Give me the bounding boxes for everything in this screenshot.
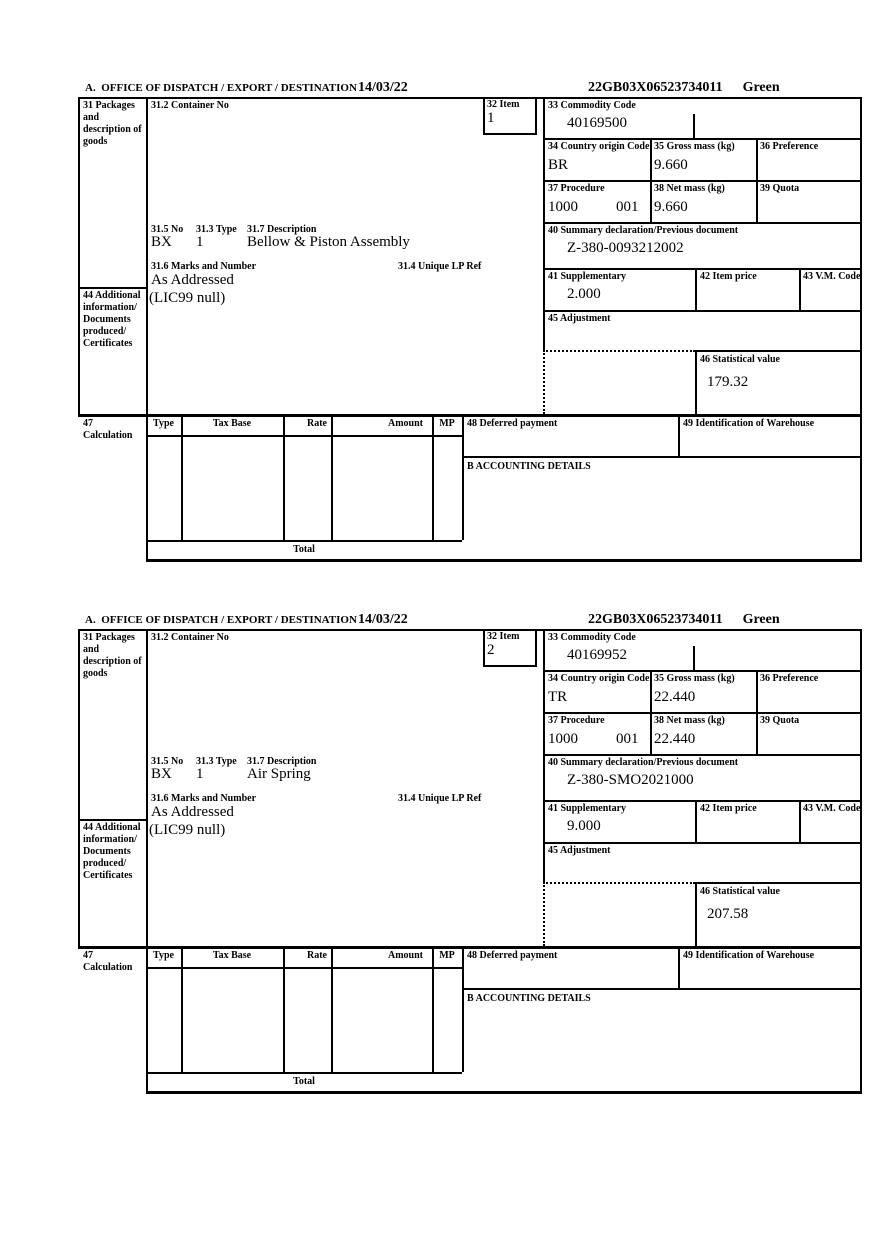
grid-line [650,670,652,754]
dotted-grid-line [543,882,545,946]
grid-line [756,138,758,222]
dotted-grid-line [543,350,545,414]
box43-vm-code-label: 43 V.M. Code [803,271,861,282]
box31-packages-label: 31 Packages and description of goods [83,100,142,147]
grid-line [146,967,462,969]
grid-line [146,540,462,542]
statistical-value: 207.58 [707,906,749,922]
procedure-qualifier: 001 [616,199,639,215]
package-type-value: 1 [196,234,204,250]
box37-procedure-label: 37 Procedure [548,715,605,726]
box31-6-marks-label: 31.6 Marks and Number [151,261,257,272]
box31-2-container-label: 31.2 Container No [151,100,229,111]
additional-info-value: (LIC99 null) [149,290,226,306]
grid-line [535,97,537,133]
box31-5-no-label: 31.5 No [151,756,184,767]
tax-amount-header: Amount [387,950,423,961]
summary-declaration-value: Z-380-SMO2021000 [567,772,694,788]
box31-packages-label: 31 Packages and description of goods [83,632,142,679]
tax-rate-header: Rate [307,950,327,961]
grid-line [78,97,80,414]
box31-4-unique-lp-ref-label: 31.4 Unique LP Ref [398,793,482,804]
grid-line [78,287,146,289]
grid-line [695,350,862,352]
box39-quota-label: 39 Quota [760,715,800,726]
box48-deferred-payment-label: 48 Deferred payment [467,418,558,429]
box31-7-description-label: 31.7 Description [247,224,317,235]
grid-line [462,456,862,458]
grid-line [650,138,652,222]
grid-line [146,559,862,562]
box31-7-description-label: 31.7 Description [247,756,317,767]
procedure-value [548,731,639,748]
box31-5-no-label: 31.5 No [151,224,184,235]
procedure-value [548,199,639,216]
grid-line [543,712,862,714]
box40-summary-declaration-label: 40 Summary declaration/Previous document [548,225,739,236]
grid-line [695,800,697,842]
summary-declaration-value: Z-380-0093212002 [567,240,684,256]
box38-net-mass-label: 38 Net mass (kg) [654,715,725,726]
box41-supplementary-label: 41 Supplementary [548,271,627,282]
grid-line [146,1091,862,1094]
gross-mass-value: 9.660 [654,157,688,173]
box33-commodity-label: 33 Commodity Code [548,100,636,111]
grid-line [78,414,862,417]
grid-line [799,268,801,310]
supplementary-value: 9.000 [567,818,601,834]
box36-preference-label: 36 Preference [760,673,819,684]
grid-line [181,946,183,1072]
grid-line [543,754,862,756]
office-of-dispatch-label: A. OFFICE OF DISPATCH / EXPORT / DESTINATION [85,82,357,94]
box35-gross-mass-label: 35 Gross mass (kg) [654,141,735,152]
item-number-value: 2 [487,642,495,658]
grid-line [78,946,862,949]
tax-type-header: Type [153,418,174,429]
net-mass-value: 9.660 [654,199,688,215]
box45-adjustment-label: 45 Adjustment [548,845,611,856]
box32-item-label: 32 Item [487,631,520,642]
box40-summary-declaration-label: 40 Summary declaration/Previous document [548,757,739,768]
tax-mp-header: MP [439,418,455,429]
box42-item-price-label: 42 Item price [700,803,757,814]
box45-adjustment-label: 45 Adjustment [548,313,611,324]
grid-line [462,414,464,540]
grid-line [543,670,862,672]
accounting-details-label: B ACCOUNTING DETAILS [467,461,591,472]
box31-6-marks-label: 31.6 Marks and Number [151,793,257,804]
tax-rate-header: Rate [307,418,327,429]
grid-line [146,1072,462,1074]
tax-amount-header: Amount [387,418,423,429]
tax-base-header: Tax Base [212,418,252,429]
entry-reference [588,612,780,628]
entry-reference [588,80,780,96]
box34-origin-label: 34 Country origin Code [548,673,650,684]
marks-value: As Addressed [151,272,234,288]
box33-commodity-label: 33 Commodity Code [548,632,636,643]
box41-supplementary-label: 41 Supplementary [548,803,627,814]
grid-line [860,629,862,1093]
grid-line [678,414,680,456]
box36-preference-label: 36 Preference [760,141,819,152]
grid-line [181,414,183,540]
grid-line [543,222,862,224]
grid-line [432,946,434,1072]
grid-line [756,670,758,754]
grid-line [483,97,485,133]
tax-base-header: Tax Base [212,950,252,961]
country-origin-value: TR [548,689,568,705]
grid-line [693,114,695,138]
box46-statistical-value-label: 46 Statistical value [700,886,780,897]
net-mass-value: 22.440 [654,731,696,747]
declaration-date: 14/03/22 [358,612,408,627]
box31-2-container-label: 31.2 Container No [151,632,229,643]
grid-line [543,138,862,140]
box31-4-unique-lp-ref-label: 31.4 Unique LP Ref [398,261,482,272]
grid-line [78,629,862,631]
procedure-code: 1000 [548,199,578,215]
entry-number: 22GB03X06523734011 [588,80,723,95]
box49-warehouse-label: 49 Identification of Warehouse [683,950,815,961]
package-no-value: BX [151,766,172,782]
tax-mp-header: MP [439,950,455,961]
grid-line [462,946,464,1072]
box44-additional-info-label: 44 Additional information/ Documents produced/ Certificates [83,822,141,881]
grid-line [283,946,285,1072]
grid-line [693,646,695,670]
item-number-value: 1 [487,110,495,126]
grid-line [78,819,146,821]
package-type-value: 1 [196,766,204,782]
box48-deferred-payment-label: 48 Deferred payment [467,950,558,961]
box32-item-label: 32 Item [487,99,520,110]
box44-additional-info-label: 44 Additional information/ Documents produced/ Certificates [83,290,141,349]
box47-calculation-label: 47 Calculation [83,418,133,441]
marks-value: As Addressed [151,804,234,820]
declaration-date: 14/03/22 [358,80,408,95]
grid-line [78,629,80,946]
procedure-qualifier: 001 [616,731,639,747]
accounting-details-label: B ACCOUNTING DETAILS [467,993,591,1004]
grid-line [799,800,801,842]
grid-line [78,97,862,99]
package-no-value: BX [151,234,172,250]
gross-mass-value: 22.440 [654,689,696,705]
box43-vm-code-label: 43 V.M. Code [803,803,861,814]
grid-line [535,629,537,665]
grid-line [695,882,697,946]
tax-type-header: Type [153,950,174,961]
grid-line [695,350,697,414]
total-label: Total [293,1076,315,1087]
dotted-grid-line [543,882,695,884]
grid-line [283,414,285,540]
grid-line [678,946,680,988]
goods-description-value: Air Spring [247,766,311,782]
box31-3-type-label: 31.3 Type [196,756,237,767]
grid-line [543,842,862,844]
grid-line [860,97,862,561]
grid-line [543,268,862,270]
total-label: Total [293,544,315,555]
grid-line [695,882,862,884]
routing-indicator: Green [742,612,780,627]
commodity-code-value: 40169500 [567,115,627,131]
grid-line [462,988,862,990]
box42-item-price-label: 42 Item price [700,271,757,282]
statistical-value: 179.32 [707,374,749,390]
box38-net-mass-label: 38 Net mass (kg) [654,183,725,194]
supplementary-value: 2.000 [567,286,601,302]
box34-origin-label: 34 Country origin Code [548,141,650,152]
grid-line [543,180,862,182]
declaration-item-section-1 [75,78,867,570]
box37-procedure-label: 37 Procedure [548,183,605,194]
grid-line [331,946,333,1072]
grid-line [483,665,537,667]
grid-line [695,268,697,310]
grid-line [543,310,862,312]
grid-line [331,414,333,540]
grid-line [146,435,462,437]
grid-line [483,629,485,665]
additional-info-value: (LIC99 null) [149,822,226,838]
commodity-code-value: 40169952 [567,647,627,663]
grid-line [543,800,862,802]
dotted-grid-line [543,350,695,352]
grid-line [432,414,434,540]
box49-warehouse-label: 49 Identification of Warehouse [683,418,815,429]
declaration-item-section-2 [75,610,867,1102]
entry-number: 22GB03X06523734011 [588,612,723,627]
goods-description-value: Bellow & Piston Assembly [247,234,410,250]
box31-3-type-label: 31.3 Type [196,224,237,235]
box35-gross-mass-label: 35 Gross mass (kg) [654,673,735,684]
box46-statistical-value-label: 46 Statistical value [700,354,780,365]
box47-calculation-label: 47 Calculation [83,950,133,973]
office-of-dispatch-label: A. OFFICE OF DISPATCH / EXPORT / DESTINATION [85,614,357,626]
procedure-code: 1000 [548,731,578,747]
country-origin-value: BR [548,157,569,173]
box39-quota-label: 39 Quota [760,183,800,194]
routing-indicator: Green [742,80,780,95]
grid-line [483,133,537,135]
